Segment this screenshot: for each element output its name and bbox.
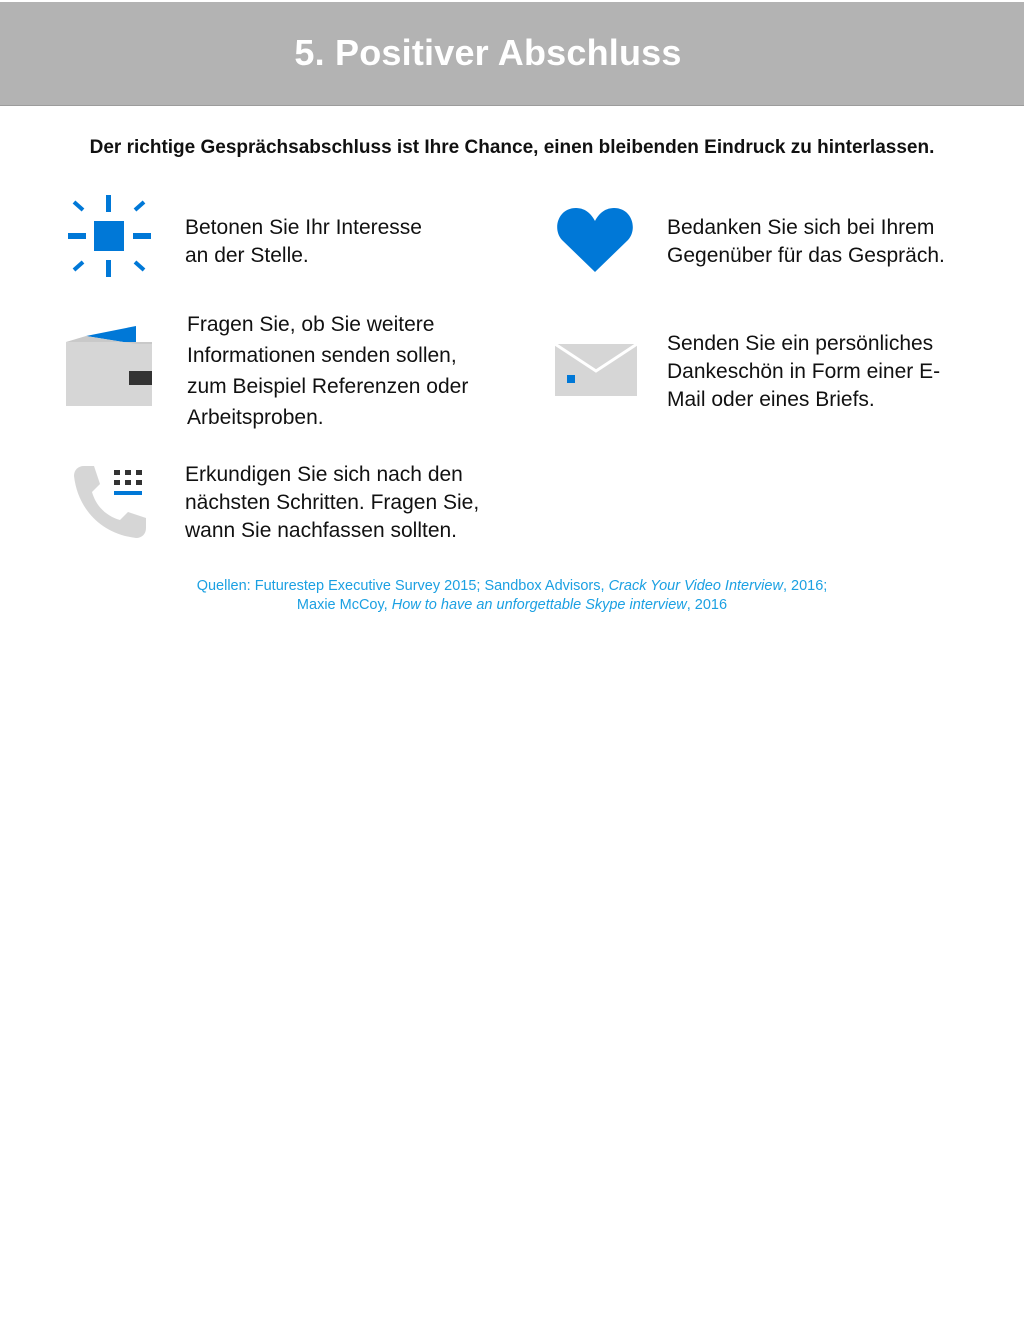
sources-line1 xyxy=(0,577,1024,596)
item-thank-you-note xyxy=(667,330,940,414)
item-more-info-line1: Fragen Sie, ob Sie weitere xyxy=(187,313,435,336)
sources-note xyxy=(0,577,1024,615)
sources-line1-suffix: , 2016; xyxy=(782,578,828,594)
envelope-icon xyxy=(554,343,638,397)
item-thanks xyxy=(667,214,945,270)
item-thanks-line1: Bedanken Sie sich bei Ihrem xyxy=(667,216,935,239)
item-thank-you-note-line2: Dankeschön in Form einer E- xyxy=(667,360,941,383)
header-bar xyxy=(0,2,1024,106)
folder-icon xyxy=(64,326,156,408)
item-next-steps-line2: nächsten Schritten. Fragen Sie, xyxy=(185,491,480,514)
sparkle-icon xyxy=(66,194,152,278)
sources-line1-prefix: Quellen: Futurestep Executive Survey 2015; Sandbox Advisors, xyxy=(196,578,609,594)
item-next-steps xyxy=(185,461,479,545)
sources-line2 xyxy=(0,596,1024,615)
item-next-steps-line3: wann Sie nachfassen sollten. xyxy=(185,519,458,542)
page-title: 5. Positiver Abschluss xyxy=(294,32,682,73)
item-interest-line2: an der Stelle. xyxy=(185,244,309,267)
sources-line2-prefix: Maxie McCoy, xyxy=(296,597,392,613)
sources-line2-suffix: , 2016 xyxy=(686,597,728,613)
item-next-steps-line1: Erkundigen Sie sich nach den xyxy=(185,463,463,486)
heart-icon xyxy=(556,204,634,274)
phone-icon xyxy=(70,462,150,542)
item-more-info xyxy=(187,309,468,433)
item-thanks-line2: Gegenüber für das Gespräch. xyxy=(667,244,945,267)
item-interest xyxy=(185,214,422,270)
item-more-info-line4: Arbeitsproben. xyxy=(187,406,324,429)
item-more-info-line2: Informationen senden sollen, xyxy=(187,344,457,367)
sources-line1-title: Crack Your Video Interview xyxy=(608,578,783,594)
item-thank-you-note-line3: Mail oder eines Briefs. xyxy=(667,388,875,411)
item-interest-line1: Betonen Sie Ihr Interesse xyxy=(185,216,422,239)
item-more-info-line3: zum Beispiel Referenzen oder xyxy=(187,375,469,398)
intro-text: Der richtige Gesprächsabschluss ist Ihre Chance, einen bleibenden Eindruck zu hinterlassen. xyxy=(89,137,935,158)
sources-line2-title: How to have an unforgettable Skype interview xyxy=(391,597,687,613)
item-thank-you-note-line1: Senden Sie ein persönliches xyxy=(667,332,934,355)
